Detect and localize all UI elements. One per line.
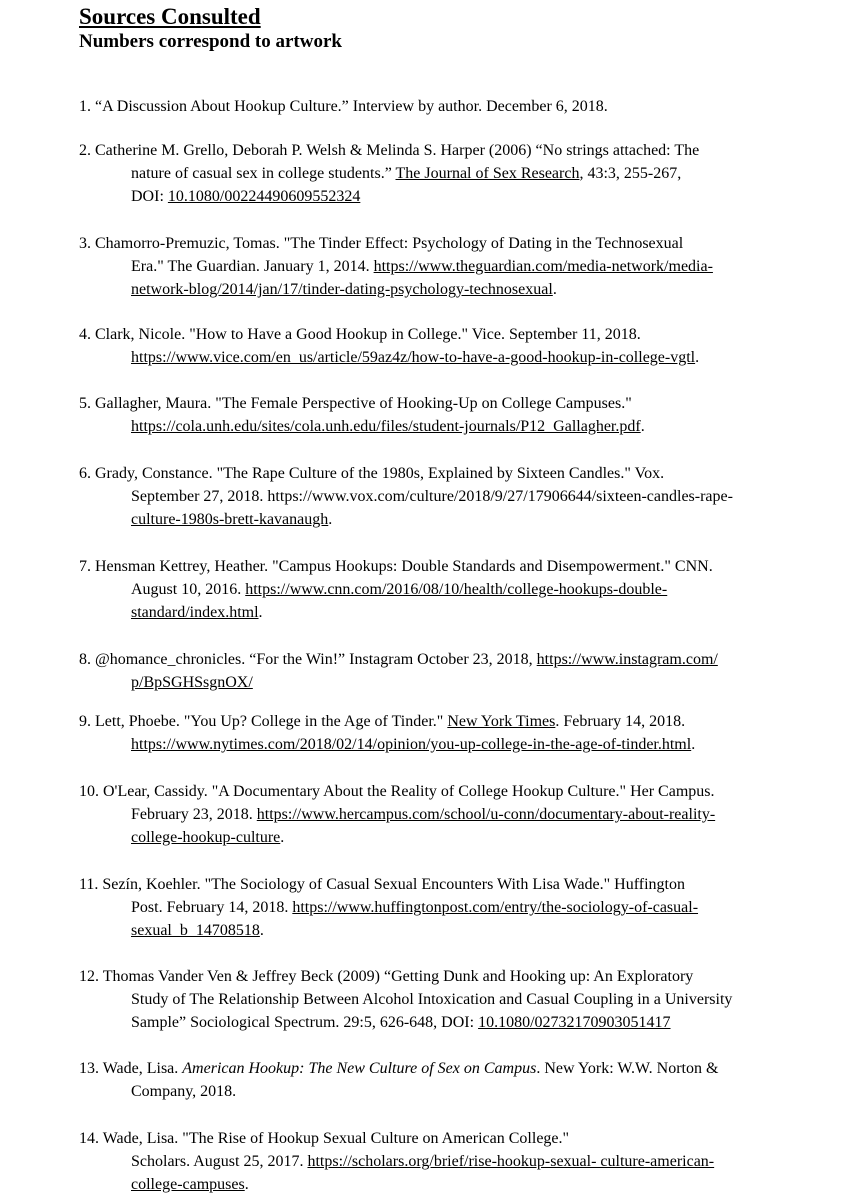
source-entry: [79, 710, 799, 756]
source-entry: [79, 1127, 799, 1196]
source-text: DOI:: [131, 188, 168, 205]
source-entry: [79, 1057, 799, 1103]
source-line: [79, 162, 799, 185]
source-line: [79, 601, 799, 624]
source-line: [79, 185, 799, 208]
book-title: American Hookup: The New Culture of Sex on Campus: [182, 1060, 537, 1077]
source-line: [79, 1173, 799, 1196]
source-link[interactable]: https://www.hercampus.com/school/u-conn/documentary-about-reality-: [256, 806, 716, 823]
source-line: [79, 255, 799, 278]
source-entry: [79, 323, 799, 369]
source-line: [79, 826, 799, 849]
source-text: 10. O'Lear, Cassidy. "A Documentary About the Reality of College Hookup Culture." Her Campus.: [79, 783, 715, 800]
source-text: . New York: W.W. Norton &: [536, 1060, 719, 1077]
source-text: , 43:3, 255-267,: [579, 165, 682, 182]
source-entry: [79, 648, 799, 694]
source-link[interactable]: network-blog/2014/jan/17/tinder-dating-psychology-technosexual: [131, 281, 553, 298]
source-entry: [79, 392, 799, 438]
source-text: .: [691, 736, 696, 753]
source-text: Company, 2018.: [131, 1083, 237, 1100]
source-text: Era." The Guardian. January 1, 2014.: [131, 258, 374, 275]
source-link[interactable]: sexual_b_14708518: [131, 922, 260, 939]
source-text: 8. @homance_chronicles. “For the Win!” Instagram October 23, 2018,: [79, 651, 537, 668]
source-text: 9. Lett, Phoebe. "You Up? College in the Age of Tinder.": [79, 713, 448, 730]
source-line: [79, 1127, 799, 1150]
source-text: 4. Clark, Nicole. "How to Have a Good Hookup in College." Vice. September 11, 2018.: [79, 326, 641, 343]
source-link[interactable]: The Journal of Sex Research: [395, 165, 580, 182]
source-text: September 27, 2018. https://www.vox.com/culture/2018/9/27/17906644/sixteen-candles-rape-: [131, 488, 733, 505]
source-text: .: [280, 829, 285, 846]
source-text: Post. February 14, 2018.: [131, 899, 293, 916]
source-text: February 23, 2018.: [131, 806, 257, 823]
source-line: [79, 780, 799, 803]
source-line: [79, 346, 799, 369]
source-line: [79, 1011, 799, 1034]
source-link[interactable]: https://scholars.org/brief/rise-hookup-sexual- culture-american-: [307, 1153, 715, 1170]
source-link[interactable]: New York Times: [447, 713, 556, 730]
source-text: 12. Thomas Vander Ven & Jeffrey Beck (2009) “Getting Dunk and Hooking up: An Exploratory: [79, 968, 694, 985]
source-text: Sample” Sociological Spectrum. 29:5, 626-648, DOI:: [131, 1014, 479, 1031]
source-link[interactable]: 10.1080/02732170903051417: [478, 1014, 671, 1031]
source-entry: [79, 555, 799, 624]
source-text: 2. Catherine M. Grello, Deborah P. Welsh & Melinda S. Harper (2006) “No strings attached: The: [79, 142, 700, 159]
source-line: [79, 803, 799, 826]
source-entry: [79, 462, 799, 531]
source-entry: [79, 139, 799, 208]
source-link[interactable]: college-hookup-culture: [131, 829, 281, 846]
source-line: [79, 988, 799, 1011]
source-link[interactable]: https://cola.unh.edu/sites/cola.unh.edu/files/student-journals/P12_Gallagher.pdf: [131, 418, 641, 435]
source-link[interactable]: https://www.instagram.com/: [536, 651, 718, 668]
source-link[interactable]: p/BpSGHSsgnOX/: [131, 674, 253, 691]
source-text: 5. Gallagher, Maura. "The Female Perspective of Hooking-Up on College Campuses.": [79, 395, 632, 412]
source-link[interactable]: https://www.vice.com/en_us/article/59az4z/how-to-have-a-good-hookup-in-college-vgtl: [131, 349, 696, 366]
source-link[interactable]: https://www.cnn.com/2016/08/10/health/college-hookups-double-: [245, 581, 668, 598]
source-text: .: [244, 1176, 249, 1193]
source-text: .: [552, 281, 557, 298]
source-line: [79, 508, 799, 531]
source-line: [79, 965, 799, 988]
source-line: [79, 873, 799, 896]
source-line: [79, 671, 799, 694]
source-line: [79, 1080, 799, 1103]
source-text: 14. Wade, Lisa. "The Rise of Hookup Sexual Culture on American College.": [79, 1130, 570, 1147]
source-text: 1. “A Discussion About Hookup Culture.” Interview by author. December 6, 2018.: [79, 98, 608, 115]
source-line: [79, 139, 799, 162]
source-text: .: [258, 604, 263, 621]
source-text: Study of The Relationship Between Alcohol Intoxication and Casual Coupling in a University: [131, 991, 733, 1008]
source-line: [79, 733, 799, 756]
source-line: [79, 896, 799, 919]
source-line: [79, 323, 799, 346]
source-entry: [79, 965, 799, 1034]
source-text: August 10, 2016.: [131, 581, 246, 598]
source-text: nature of casual sex in college students.”: [131, 165, 396, 182]
page-title: Sources Consulted: [79, 4, 261, 29]
source-link[interactable]: standard/index.html: [131, 604, 259, 621]
source-line: [79, 392, 799, 415]
source-text: .: [328, 511, 333, 528]
source-line: [79, 415, 799, 438]
source-text: 3. Chamorro-Premuzic, Tomas. "The Tinder Effect: Psychology of Dating in the Technosexual: [79, 235, 684, 252]
source-line: [79, 919, 799, 942]
source-line: [79, 1057, 799, 1080]
page-subtitle: Numbers correspond to artwork: [79, 31, 342, 52]
source-link[interactable]: 10.1080/00224490609552324: [167, 188, 361, 205]
source-line: [79, 648, 799, 671]
source-line: [79, 462, 799, 485]
source-text: 7. Hensman Kettrey, Heather. "Campus Hookups: Double Standards and Disempowerment." CNN.: [79, 558, 713, 575]
source-text: .: [695, 349, 700, 366]
source-entry: [79, 232, 799, 301]
source-link[interactable]: college-campuses: [131, 1176, 245, 1193]
source-line: [79, 485, 799, 508]
source-line: [79, 232, 799, 255]
source-text: 13. Wade, Lisa.: [79, 1060, 183, 1077]
source-link[interactable]: https://www.nytimes.com/2018/02/14/opinion/you-up-college-in-the-age-of-tinder.html: [131, 736, 692, 753]
source-text: .: [259, 922, 264, 939]
source-link[interactable]: https://www.huffingtonpost.com/entry/the-sociology-of-casual-: [292, 899, 699, 916]
source-entry: [79, 95, 799, 118]
source-line: [79, 578, 799, 601]
source-text: 6. Grady, Constance. "The Rape Culture of the 1980s, Explained by Sixteen Candles." Vox.: [79, 465, 665, 482]
source-line: [79, 278, 799, 301]
source-text: .: [640, 418, 645, 435]
source-line: [79, 555, 799, 578]
source-text: Scholars. August 25, 2017.: [131, 1153, 308, 1170]
source-entry: [79, 873, 799, 942]
source-text: 11. Sezín, Koehler. "The Sociology of Casual Sexual Encounters With Lisa Wade." Huffington: [79, 876, 685, 893]
source-text: . February 14, 2018.: [555, 713, 686, 730]
source-link[interactable]: culture-1980s-brett-kavanaugh: [131, 511, 329, 528]
source-line: [79, 710, 799, 733]
source-line: [79, 1150, 799, 1173]
source-line: [79, 95, 799, 118]
source-link[interactable]: https://www.theguardian.com/media-network/media-: [373, 258, 713, 275]
source-entry: [79, 780, 799, 849]
